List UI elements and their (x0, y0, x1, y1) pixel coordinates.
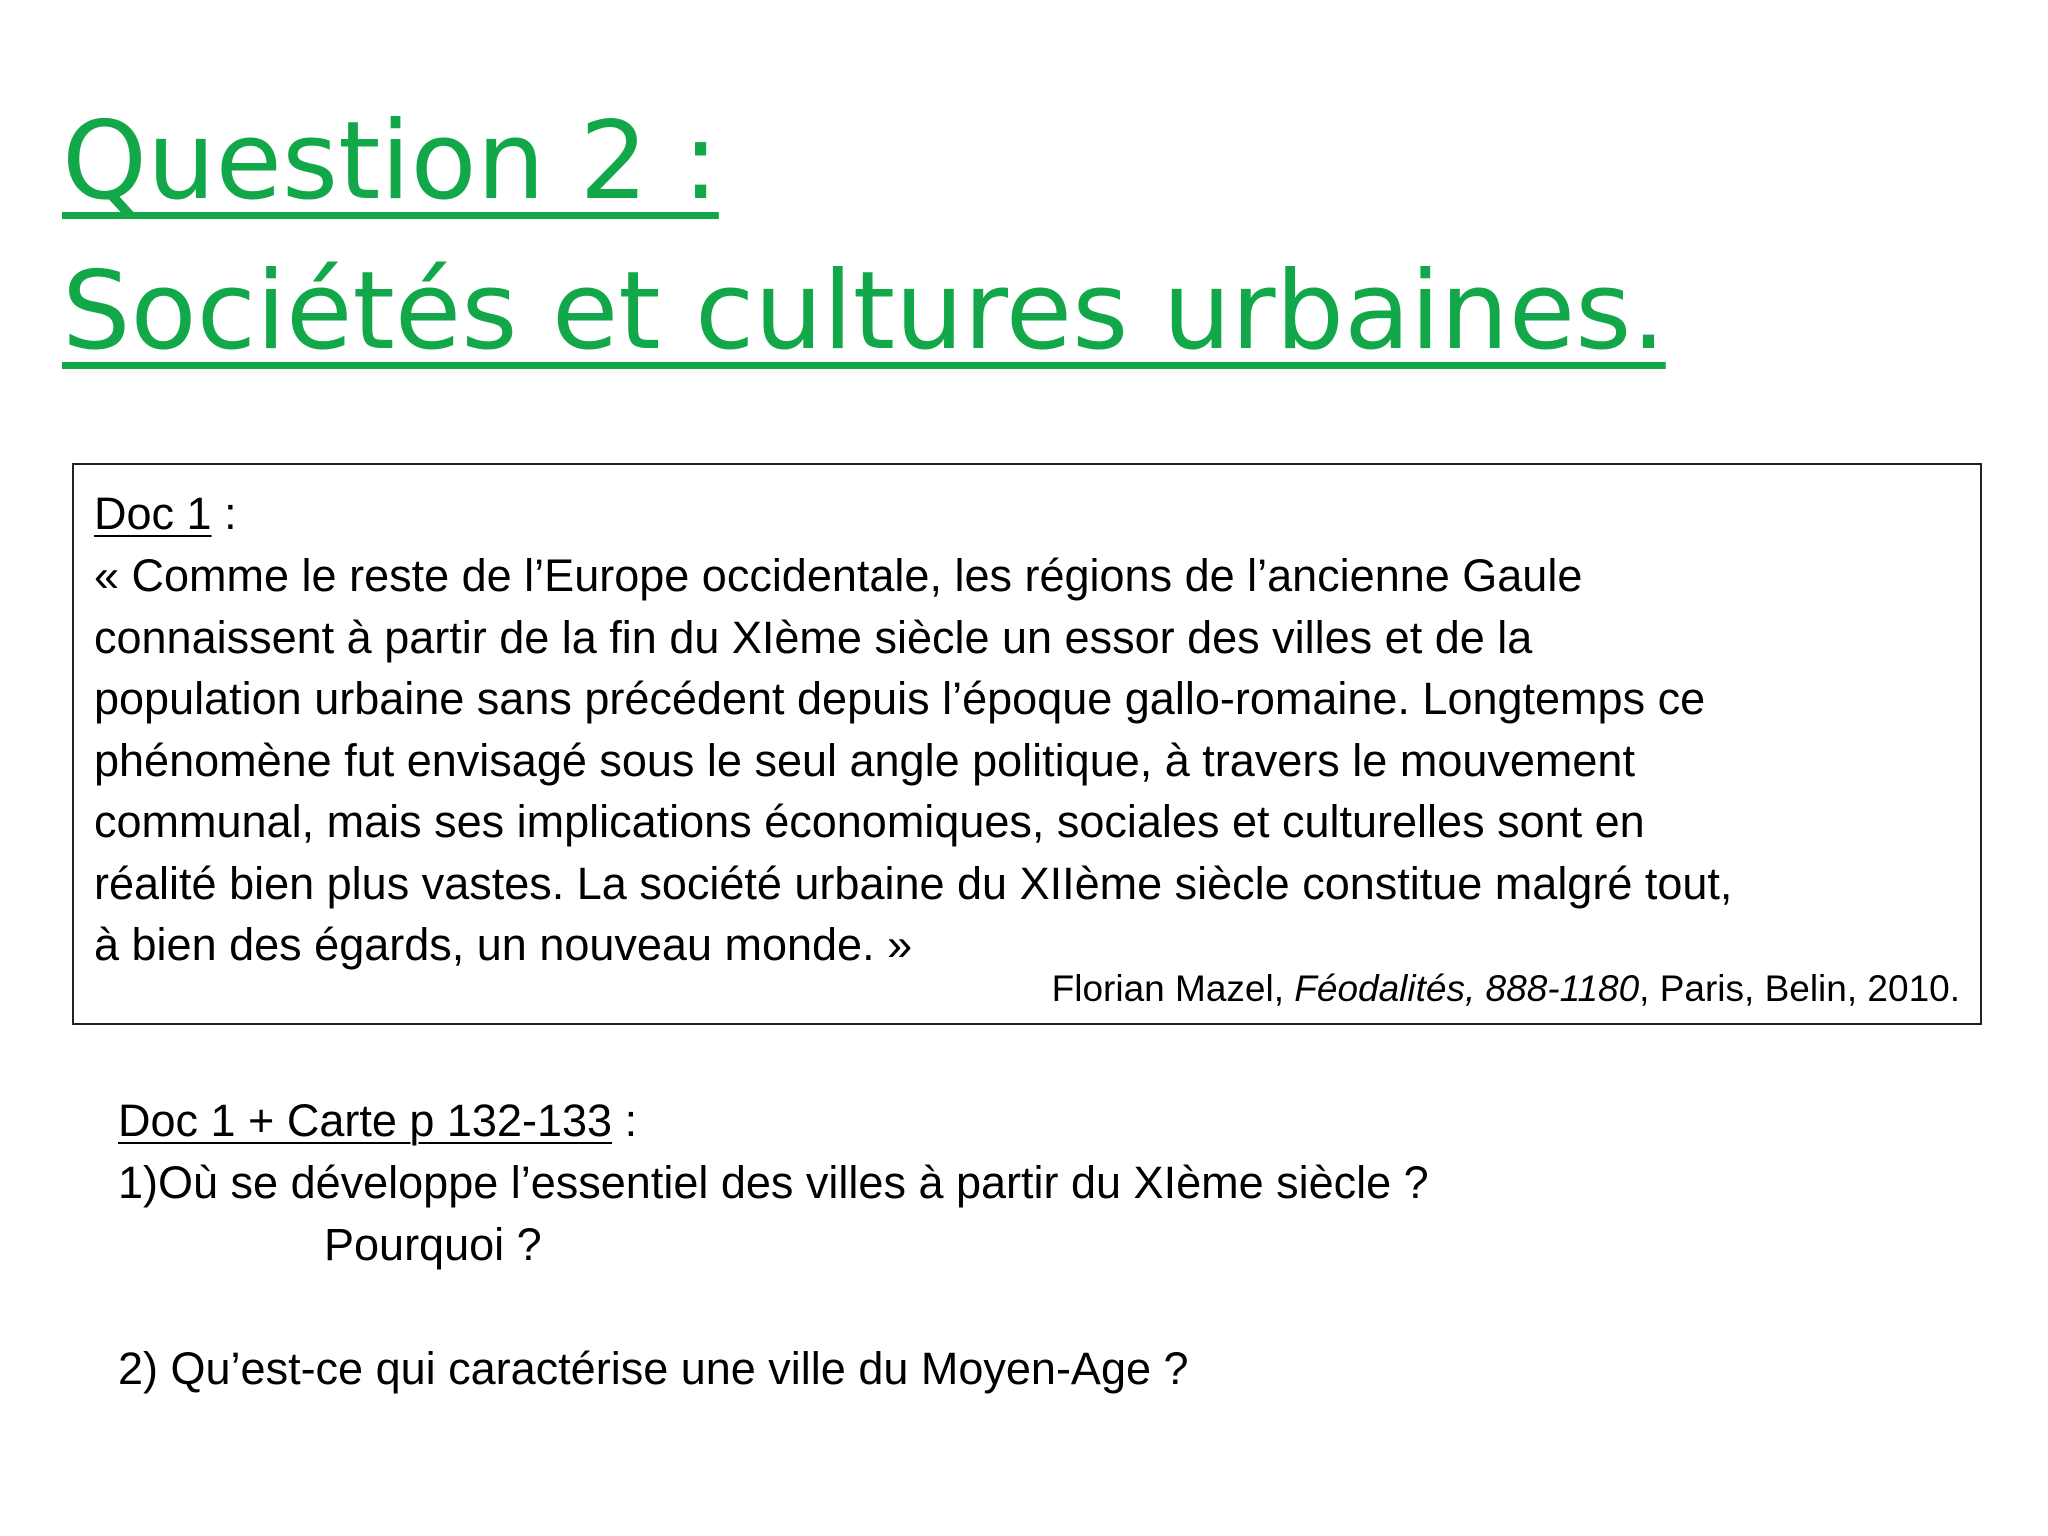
question-1: 1)Où se développe l’essentiel des villes à partir du XIème siècle ? (118, 1157, 1429, 1208)
source-citation (1052, 967, 1960, 1011)
document-1-label: Doc 1 (94, 488, 212, 539)
quote-line-7: à bien des égards, un nouveau monde. » (94, 919, 913, 970)
citation-author: Florian Mazel, (1051, 968, 1295, 1009)
title-line-2: Sociétés et cultures urbaines. (62, 249, 1666, 374)
quote-line-6: réalité bien plus vastes. La société urbaine du XIIème siècle constitue malgré tout, (94, 857, 1733, 909)
quote-line-5: communal, mais ses implications économiques, sociales et culturelles sont en (94, 796, 1645, 847)
document-1-label-colon: : (211, 488, 237, 539)
questions-section (118, 1090, 1429, 1400)
questions-heading (118, 1090, 1429, 1152)
question-1-followup: Pourquoi ? (324, 1219, 542, 1270)
quote-line-4: phénomène fut envisagé sous le seul angle politique, à travers le mouvement (94, 734, 1635, 786)
blank-line (118, 1276, 1429, 1338)
question-2: 2) Qu’est-ce qui caractérise une ville du Moyen-Age ? (118, 1343, 1189, 1394)
citation-publisher: , Paris, Belin, 2010. (1639, 968, 1960, 1009)
document-1-box (72, 463, 1982, 1025)
quote-line-1: « Comme le reste de l’Europe occidentale, les régions de l’ancienne Gaule (94, 550, 1583, 601)
citation-work-title: Féodalités, 888-1180 (1294, 968, 1640, 1009)
quote-line-3: population urbaine sans précédent depuis l’époque gallo-romaine. Longtemps ce (94, 673, 1706, 724)
quote-line-2: connaissent à partir de la fin du XIème siècle un essor des villes et de la (94, 611, 1533, 663)
questions-heading-label: Doc 1 + Carte p 132-133 (118, 1095, 613, 1146)
questions-heading-colon: : (612, 1095, 638, 1146)
title-line-1: Question 2 : (62, 99, 719, 224)
document-1-heading (94, 483, 1960, 545)
